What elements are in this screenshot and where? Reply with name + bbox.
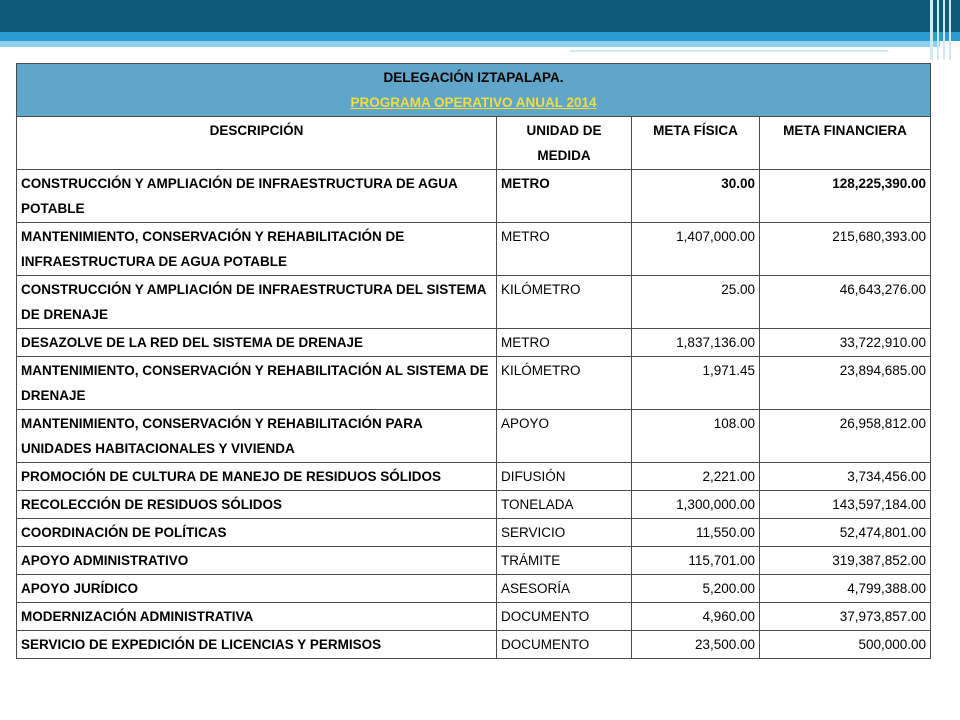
row-description: APOYO ADMINISTRATIVO xyxy=(17,547,497,575)
row-physical-goal: 11,550.00 xyxy=(632,519,760,547)
row-financial-goal: 23,894,685.00 xyxy=(760,357,931,410)
row-physical-goal: 5,200.00 xyxy=(632,575,760,603)
table-row xyxy=(17,575,931,603)
row-unit: KILÓMETRO xyxy=(497,276,632,329)
row-financial-goal: 319,387,852.00 xyxy=(760,547,931,575)
top-banner-light xyxy=(0,41,940,47)
table-subtitle: PROGRAMA OPERATIVO ANUAL 2014 xyxy=(350,95,597,110)
row-unit: DIFUSIÓN xyxy=(497,463,632,491)
row-physical-goal: 1,837,136.00 xyxy=(632,329,760,357)
table-row xyxy=(17,357,931,410)
row-unit: KILÓMETRO xyxy=(497,357,632,410)
row-physical-goal: 1,971.45 xyxy=(632,357,760,410)
table-row xyxy=(17,631,931,659)
row-description: MANTENIMIENTO, CONSERVACIÓN Y REHABILITACIÓN DE INFRAESTRUCTURA DE AGUA POTABLE xyxy=(17,223,497,276)
row-financial-goal: 26,958,812.00 xyxy=(760,410,931,463)
table-row xyxy=(17,491,931,519)
row-description: APOYO JURÍDICO xyxy=(17,575,497,603)
table-row xyxy=(17,276,931,329)
row-physical-goal: 23,500.00 xyxy=(632,631,760,659)
column-header-row xyxy=(17,117,931,170)
row-unit: APOYO xyxy=(497,410,632,463)
row-unit: DOCUMENTO xyxy=(497,603,632,631)
table-row xyxy=(17,223,931,276)
decor-stripe xyxy=(943,0,945,60)
row-unit: SERVICIO xyxy=(497,519,632,547)
row-physical-goal: 1,300,000.00 xyxy=(632,491,760,519)
row-description: SERVICIO DE EXPEDICIÓN DE LICENCIAS Y PERMISOS xyxy=(17,631,497,659)
row-physical-goal: 30.00 xyxy=(632,170,760,223)
row-financial-goal: 128,225,390.00 xyxy=(760,170,931,223)
row-description: MODERNIZACIÓN ADMINISTRATIVA xyxy=(17,603,497,631)
row-description: PROMOCIÓN DE CULTURA DE MANEJO DE RESIDUOS SÓLIDOS xyxy=(17,463,497,491)
row-description: MANTENIMIENTO, CONSERVACIÓN Y REHABILITACIÓN AL SISTEMA DE DRENAJE xyxy=(17,357,497,410)
row-description: COORDINACIÓN DE POLÍTICAS xyxy=(17,519,497,547)
table-row xyxy=(17,463,931,491)
table-row xyxy=(17,603,931,631)
row-description: DESAZOLVE DE LA RED DEL SISTEMA DE DRENAJE xyxy=(17,329,497,357)
column-header-financial-goal: META FINANCIERA xyxy=(760,117,931,170)
row-description: MANTENIMIENTO, CONSERVACIÓN Y REHABILITACIÓN PARA UNIDADES HABITACIONALES Y VIVIENDA xyxy=(17,410,497,463)
row-unit: METRO xyxy=(497,223,632,276)
table-row xyxy=(17,519,931,547)
row-description: CONSTRUCCIÓN Y AMPLIACIÓN DE INFRAESTRUCTURA DE AGUA POTABLE xyxy=(17,170,497,223)
row-financial-goal: 37,973,857.00 xyxy=(760,603,931,631)
decor-stripe xyxy=(949,0,951,60)
top-banner-line xyxy=(570,50,888,52)
column-header-physical-goal: META FÍSICA xyxy=(632,117,760,170)
table-row xyxy=(17,410,931,463)
row-description: RECOLECCIÓN DE RESIDUOS SÓLIDOS xyxy=(17,491,497,519)
row-unit: METRO xyxy=(497,329,632,357)
table-row xyxy=(17,170,931,223)
column-header-description: DESCRIPCIÓN xyxy=(17,117,497,170)
row-financial-goal: 52,474,801.00 xyxy=(760,519,931,547)
row-unit: METRO xyxy=(497,170,632,223)
row-unit: DOCUMENTO xyxy=(497,631,632,659)
row-unit: TONELADA xyxy=(497,491,632,519)
table-row xyxy=(17,329,931,357)
row-financial-goal: 143,597,184.00 xyxy=(760,491,931,519)
row-physical-goal: 115,701.00 xyxy=(632,547,760,575)
row-physical-goal: 4,960.00 xyxy=(632,603,760,631)
row-description: CONSTRUCCIÓN Y AMPLIACIÓN DE INFRAESTRUCTURA DEL SISTEMA DE DRENAJE xyxy=(17,276,497,329)
decor-stripe xyxy=(930,0,933,60)
top-banner-dark xyxy=(0,0,960,32)
row-physical-goal: 108.00 xyxy=(632,410,760,463)
row-unit: ASESORÍA xyxy=(497,575,632,603)
column-header-unit: UNIDAD DE MEDIDA xyxy=(497,117,632,170)
table-row xyxy=(17,547,931,575)
row-financial-goal: 33,722,910.00 xyxy=(760,329,931,357)
table-title-row xyxy=(17,64,931,117)
program-table xyxy=(16,63,931,659)
row-financial-goal: 500,000.00 xyxy=(760,631,931,659)
row-physical-goal: 2,221.00 xyxy=(632,463,760,491)
table-title: DELEGACIÓN IZTAPALAPA. xyxy=(383,70,564,85)
row-financial-goal: 3,734,456.00 xyxy=(760,463,931,491)
table-title-cell xyxy=(17,64,931,117)
top-banner-mid xyxy=(0,32,960,41)
row-unit: TRÁMITE xyxy=(497,547,632,575)
row-physical-goal: 25.00 xyxy=(632,276,760,329)
row-physical-goal: 1,407,000.00 xyxy=(632,223,760,276)
decor-stripe xyxy=(937,0,939,60)
row-financial-goal: 4,799,388.00 xyxy=(760,575,931,603)
row-financial-goal: 215,680,393.00 xyxy=(760,223,931,276)
row-financial-goal: 46,643,276.00 xyxy=(760,276,931,329)
